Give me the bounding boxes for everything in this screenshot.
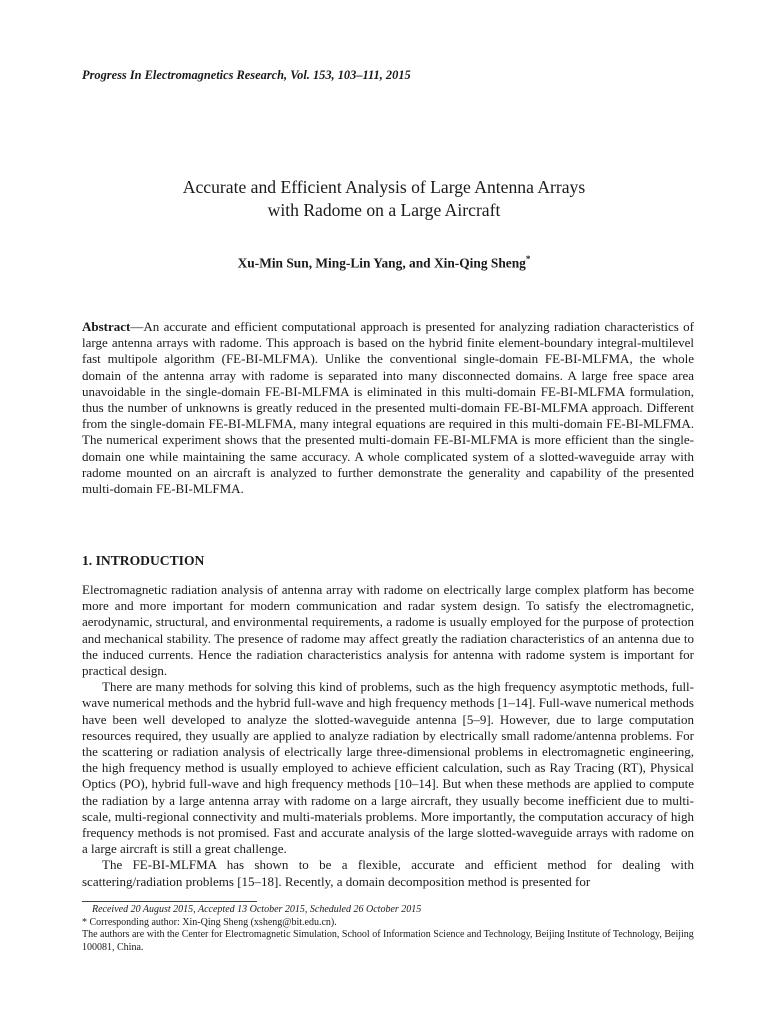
introduction-paragraph: The FE-BI-MLFMA has shown to be a flexible, accurate and efficient method for dealing with scattering/radiation problems [15–18]. Recently, a domain decomposition method is presented for (82, 857, 694, 889)
abstract-text: —An accurate and efficient computational approach is presented for analyzing radiation characteristics of large antenna arrays with radome. This approach is based on the hybrid finite element-boundary integral-multilevel fast multipole algorithm (FE-BI-MLFMA). Unlike the conventional single-domain FE-BI-MLFMA, the whole domain of the antenna array with radome is separated into many disconnected domains. A large free space area unavoidable in the single-domain FE-BI-MLFMA is eliminated in this multi-domain FE-BI-MLFMA formulation, thus the number of unknowns is greatly reduced in the presented multi-domain FE-BI-MLFMA approach. Different from the single-domain FE-BI-MLFMA, many integral equations are required in this multi-domain FE-BI-MLFMA. The numerical experiment shows that the presented multi-domain FE-BI-MLFMA is more efficient than the single-domain one while maintaining the same accuracy. A whole complicated system of a slotted-waveguide array with radome mounted on an aircraft is analyzed to further demonstrate the generality and capability of the presented multi-domain FE-BI-MLFMA. (82, 319, 694, 497)
paper-title-line-2: with Radome on a Large Aircraft (267, 200, 501, 220)
introduction-body (82, 582, 694, 890)
abstract-label: Abstract (82, 319, 131, 334)
corresponding-author-mark: * (525, 254, 531, 264)
corresponding-author-note: * Corresponding author: Xin-Qing Sheng (xsheng@bit.edu.cn). (82, 916, 337, 928)
section-heading-introduction: 1. INTRODUCTION (82, 553, 205, 568)
paper-title (0, 176, 768, 222)
author-affiliation: The authors are with the Center for Electromagnetic Simulation, School of Information Science and Technology, Beijing Institute of Technology, Beijing 100081, China. (82, 929, 694, 953)
paper-title-line-1: Accurate and Efficient Analysis of Large Antenna Arrays (182, 177, 586, 197)
author-list (0, 254, 768, 271)
footnotes (82, 904, 702, 954)
journal-citation: Progress In Electromagnetics Research, Vol. 153, 103–111, 2015 (82, 68, 411, 82)
abstract (82, 319, 694, 497)
author-names: Xu-Min Sun, Ming-Lin Yang, and Xin-Qing Sheng (237, 255, 526, 271)
received-dates: Received 20 August 2015, Accepted 13 October 2015, Scheduled 26 October 2015 (92, 904, 422, 915)
footnote-divider (82, 901, 257, 902)
introduction-paragraph: There are many methods for solving this kind of problems, such as the high frequency asymptotic methods, full-wave numerical methods and the hybrid full-wave and high frequency methods [1–14]. Full-wave numerical methods have been well developed to analyze the slotted-waveguide antenna [5–9]. However, due to large computation resources required, they usually are applied to analyze radiation by electrically small radome/antenna problems. For the scattering or radiation analysis of electrically large three-dimensional problems in electromagnetic engineering, the high frequency method is usually employed to achieve efficient calculation, such as Ray Tracing (RT), Physical Optics (PO), hybrid full-wave and high frequency methods [10–14]. But when these methods are applied to compute the radiation by a large antenna array with radome on a large aircraft, they usually become inefficient due to multi-scale, multi-regional connectivity and multi-materials problems. More importantly, the computation accuracy of high frequency methods is not promised. Fast and accurate analysis of the large slotted-waveguide arrays with radome on a large aircraft is still a great challenge. (82, 679, 694, 857)
introduction-paragraph: Electromagnetic radiation analysis of antenna array with radome on electrically large complex platform has become more and more important for modern communication and radar system design. To satisfy the electromagnetic, aerodynamic, structural, and environmental requirements, a radome is usually employed for the purpose of protection and mechanical stability. The presence of radome may affect greatly the radiation characteristics of an antenna due to the induced currents. Hence the radiation characteristics analysis for antenna with radome system is important for practical design. (82, 582, 694, 679)
